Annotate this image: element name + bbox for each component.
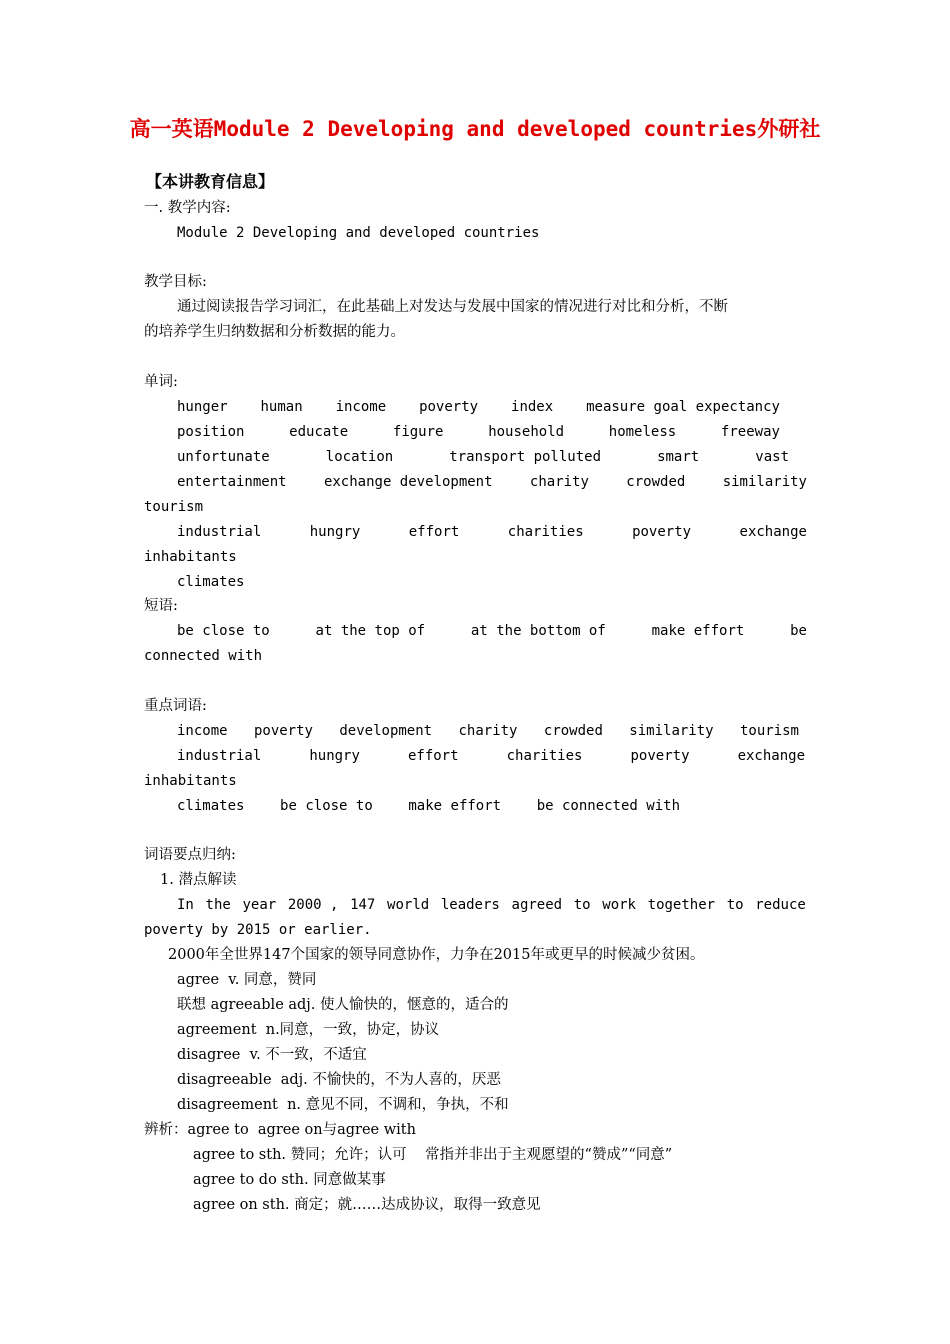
phrase-heading: 短语: bbox=[144, 598, 178, 614]
vocab-word: location bbox=[325, 449, 394, 465]
vocab-word: inhabitants bbox=[144, 549, 237, 565]
key-word: hungry bbox=[309, 748, 360, 764]
key-heading: 重点词语: bbox=[144, 698, 207, 714]
vocab-word: homeless bbox=[608, 424, 677, 440]
key-word: climates bbox=[177, 798, 245, 814]
content-heading: 一. 教学内容: bbox=[144, 200, 231, 216]
example-word: 2000 , bbox=[287, 897, 339, 913]
example-word: work bbox=[602, 897, 636, 913]
vocab-word: charities bbox=[507, 524, 584, 540]
vocab-word: tourism bbox=[144, 499, 204, 515]
vocab-word: climates bbox=[177, 574, 245, 590]
vocab-word: measure goal expectancy bbox=[586, 399, 780, 415]
example-translation: 2000年全世界147个国家的领导同意协作，力争在2015年或更早的时候减少贫困。 bbox=[168, 947, 705, 963]
phrase-item: be bbox=[790, 623, 807, 639]
phrase-item: connected with bbox=[144, 648, 263, 664]
key-word: crowded bbox=[543, 723, 603, 739]
vocab-word: vast bbox=[755, 449, 789, 465]
distinguish-line: 辨析：agree to agree on与agree with bbox=[144, 1122, 416, 1138]
key-word: charity bbox=[458, 723, 518, 739]
vocab-word: hunger bbox=[177, 399, 228, 415]
goal-heading: 教学目标: bbox=[144, 274, 207, 290]
vocab-word: entertainment bbox=[177, 474, 287, 490]
example-word: to bbox=[726, 897, 744, 913]
vocab-row bbox=[177, 397, 780, 417]
vocab-word: poverty bbox=[419, 399, 479, 415]
vocab-word: poverty bbox=[632, 524, 692, 540]
goal-line-1: 通过阅读报告学习词汇，在此基础上对发达与发展中国家的情况进行对比和分析，不断 bbox=[177, 299, 728, 315]
vocab-word: effort bbox=[408, 524, 460, 540]
goal-line-2: 的培养学生归纳数据和分析数据的能力。 bbox=[144, 324, 405, 340]
vocab-word: index bbox=[511, 399, 554, 415]
vocab-word: position bbox=[177, 424, 245, 440]
key-word: industrial bbox=[177, 748, 262, 764]
vocab-word: smart bbox=[657, 449, 700, 465]
phrase-item: be close to bbox=[177, 623, 270, 639]
vocab-word: charity bbox=[529, 474, 589, 490]
key-word: income bbox=[177, 723, 228, 739]
key-word: effort bbox=[407, 748, 459, 764]
page-title: 高一英语Module 2 Developing and developed countries外研社 bbox=[129, 117, 821, 141]
word-line: agree v. 同意，赞同 bbox=[177, 972, 317, 988]
word-line: disagree v. 不一致，不适宜 bbox=[177, 1047, 367, 1063]
vocab-row bbox=[177, 472, 807, 492]
key-word: exchange bbox=[737, 748, 805, 764]
example-word: leaders bbox=[440, 897, 500, 913]
word-line: agreement n.同意，一致，协定，协议 bbox=[177, 1022, 440, 1038]
key-word: inhabitants bbox=[144, 773, 237, 789]
section-header: 【本讲教育信息】 bbox=[146, 172, 275, 191]
vocab-word: income bbox=[335, 399, 387, 415]
example-word: In bbox=[177, 897, 194, 913]
vocab-word: freeway bbox=[720, 424, 780, 440]
example-word: world bbox=[387, 897, 430, 913]
point-heading: 1. 潜点解读 bbox=[160, 872, 237, 888]
phrase-item: make effort bbox=[651, 623, 745, 639]
vocab-word: exchange bbox=[739, 524, 807, 540]
vocab-word: crowded bbox=[626, 474, 686, 490]
distinguish-item: agree to do sth. 同意做某事 bbox=[193, 1172, 386, 1188]
key-row bbox=[177, 721, 799, 741]
phrase-item: at the top of bbox=[315, 623, 426, 639]
vocab-word: transport polluted bbox=[449, 449, 601, 465]
key-row bbox=[177, 746, 805, 766]
key-word: similarity bbox=[629, 723, 714, 739]
example-word: agreed bbox=[511, 897, 563, 913]
example-word: reduce bbox=[755, 897, 806, 913]
key-row bbox=[177, 796, 680, 816]
key-word: tourism bbox=[739, 723, 799, 739]
key-word: be connected with bbox=[536, 798, 680, 814]
vocab-word: educate bbox=[289, 424, 349, 440]
key-word: be close to bbox=[280, 798, 373, 814]
key-word: poverty bbox=[253, 723, 313, 739]
example-sentence-cont: poverty by 2015 or earlier. bbox=[144, 922, 372, 938]
word-line: disagreement n. 意见不同，不调和，争执，不和 bbox=[177, 1097, 509, 1113]
vocab-word: exchange development bbox=[323, 474, 493, 490]
word-line: 联想 agreeable adj. 使人愉快的，惬意的，适合的 bbox=[177, 997, 509, 1013]
phrase-item: at the bottom of bbox=[470, 623, 606, 639]
vocab-row bbox=[177, 447, 789, 467]
key-word: poverty bbox=[630, 748, 690, 764]
example-word: year bbox=[242, 897, 277, 913]
vocab-word: unfortunate bbox=[177, 449, 270, 465]
vocab-word: similarity bbox=[722, 474, 807, 490]
example-sentence bbox=[177, 895, 806, 915]
example-word: to bbox=[573, 897, 591, 913]
vocab-word: hungry bbox=[309, 524, 361, 540]
vocab-word: household bbox=[488, 424, 565, 440]
vocab-word: human bbox=[260, 399, 303, 415]
example-word: the bbox=[205, 897, 231, 913]
vocab-word: figure bbox=[392, 424, 444, 440]
key-word: charities bbox=[506, 748, 583, 764]
vocab-row bbox=[177, 422, 780, 442]
key-word: development bbox=[339, 723, 433, 739]
summary-heading: 词语要点归纳: bbox=[144, 847, 236, 863]
phrase-row bbox=[177, 621, 807, 641]
distinguish-item: agree to sth. 赞同；允许；认可 常指并非出于主观愿望的“赞成”“同意” bbox=[193, 1147, 673, 1163]
vocab-word: industrial bbox=[177, 524, 262, 540]
example-word: together bbox=[647, 897, 716, 913]
example-word: 147 bbox=[350, 897, 376, 913]
vocab-heading: 单词: bbox=[144, 374, 178, 390]
vocab-row bbox=[177, 522, 807, 542]
word-line: disagreeable adj. 不愉快的，不为人喜的，厌恶 bbox=[177, 1072, 501, 1088]
content-text: Module 2 Developing and developed countries bbox=[177, 225, 540, 241]
key-word: make effort bbox=[408, 798, 502, 814]
distinguish-item: agree on sth. 商定；就……达成协议，取得一致意见 bbox=[193, 1197, 541, 1213]
